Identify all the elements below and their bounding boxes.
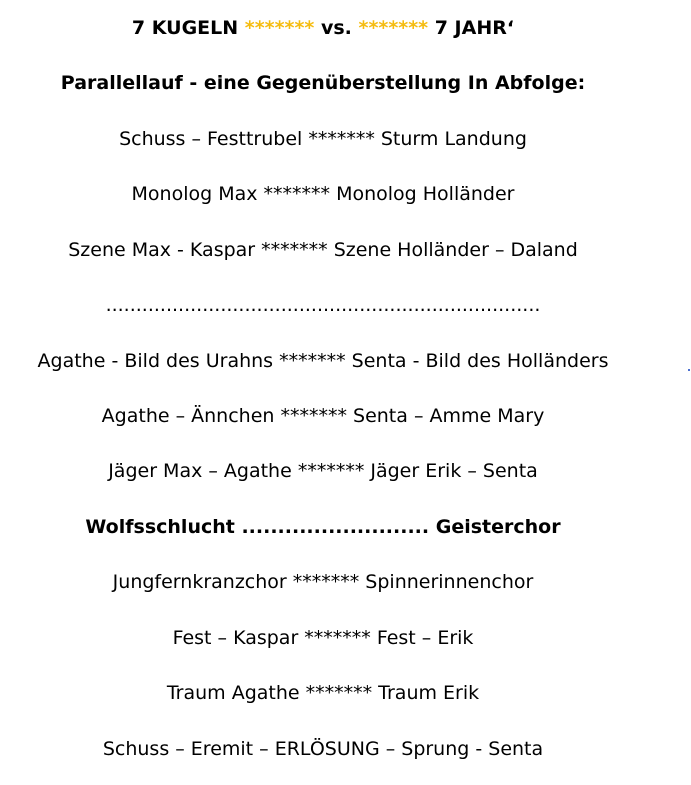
separator-line: ........................................................................ [105,294,541,316]
title-right: 7 JAHR‘ [434,17,515,39]
pairing-line: Agathe – Ännchen ******* Senta – Amme Mary [101,405,545,427]
title-stars-left: ******* [244,17,315,39]
document-subtitle: Parallellauf - eine Gegenüberstellung In Abfolge: [60,72,586,94]
title-stars-right: ******* [358,17,429,39]
pairing-line: Schuss – Festtrubel ******* Sturm Landung [119,128,527,150]
title-vs: vs. [320,17,352,39]
pairing-line: Monolog Max ******* Monolog Holländer [131,183,515,205]
pairing-line: Jäger Max – Agathe ******* Jäger Erik – Senta [108,460,538,482]
pairing-line: Schuss – Eremit – ERLÖSUNG – Sprung - Senta [102,738,544,760]
document-title [0,16,646,40]
pairing-line-highlight: Wolfsschlucht .......................... Geisterchor [85,516,561,538]
pairing-line: Traum Agathe ******* Traum Erik [166,682,480,704]
pairing-line: Szene Max - Kaspar ******* Szene Holländer – Daland [68,239,578,261]
title-left: 7 KUGELN [131,17,239,39]
pairing-line: Fest – Kaspar ******* Fest – Erik [172,627,474,649]
pairing-line: Jungfernkranzchor ******* Spinnerinnenchor [112,571,534,593]
stray-mark [688,369,690,371]
pairing-line: Agathe - Bild des Urahns ******* Senta - Bild des Holländers [37,350,609,372]
